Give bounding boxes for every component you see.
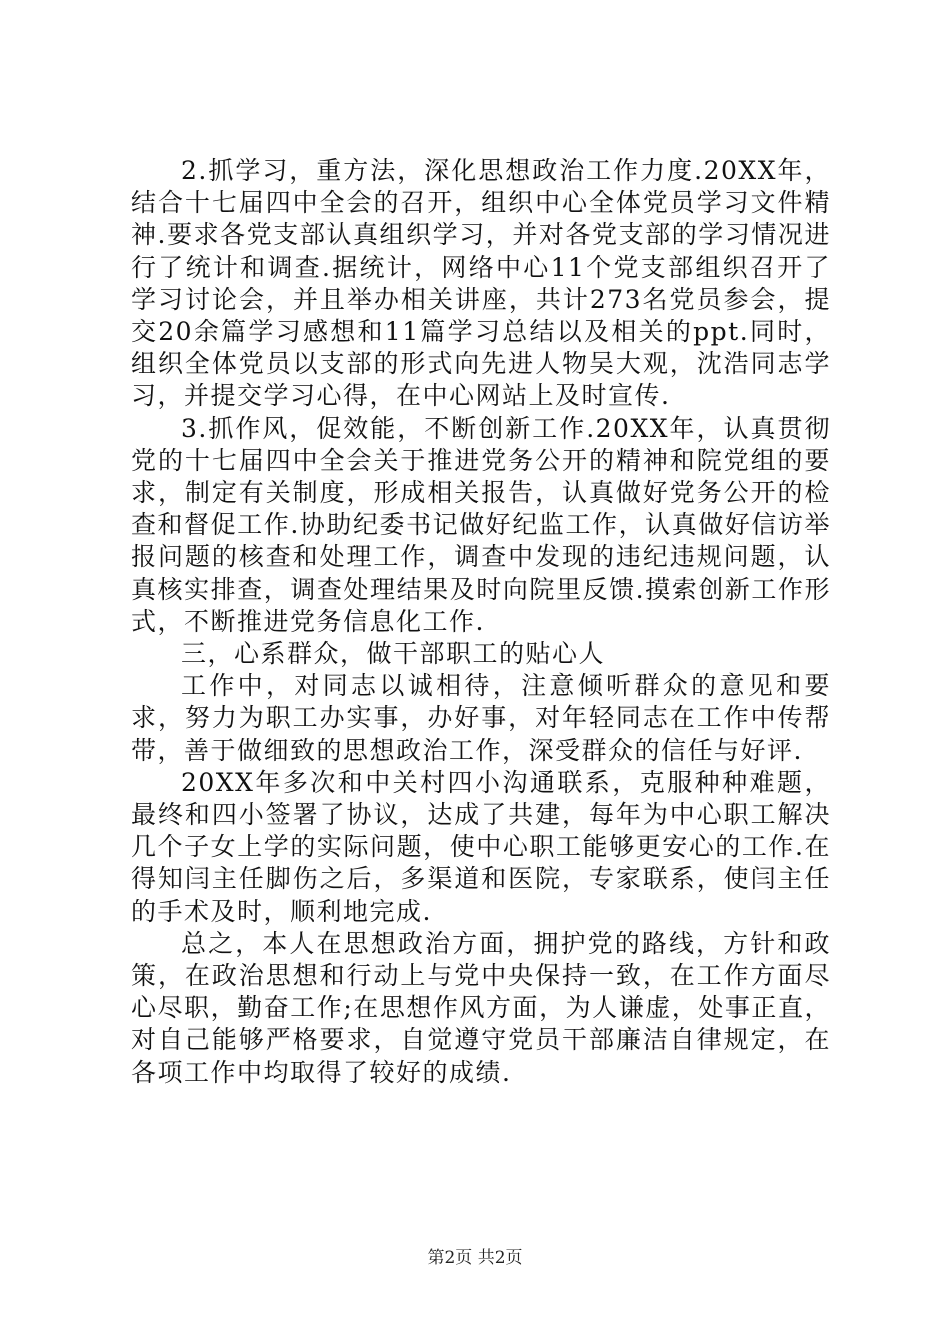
page-number-footer: 第2页 共2页 — [427, 1248, 523, 1268]
paragraph-work-style: 3.抓作风，促效能，不断创新工作.20XX年，认真贯彻党的十七届四中全会关于推进党务公开的精神和院党组的要求，制定有关制度，形成相关报告，认真做好党务公开的检查和督促工作.协助纪委书记做好纪监工作，认真做好信访举报问题的核查和处理工作，调查中发现的违纪违规问题，认真核实排查，调查处理结果及时向院里反馈.摸索创新工作形式，不断推进党务信息化工作. — [131, 413, 831, 636]
paragraph-school-cooperation: 20XX年多次和中关村四小沟通联系，克服种种难题，最终和四小签署了协议，达成了共建，每年为中心职工解决几个子女上学的实际问题，使中心职工能够更安心的工作.在得知闫主任脚伤之后，多渠道和医院，专家联系，使闫主任的手术及时，顺利地完成. — [131, 767, 831, 926]
paragraph-study: 2.抓学习，重方法，深化思想政治工作力度.20XX年，结合十七届四中全会的召开，组织中心全体党员学习文件精神.要求各党支部认真组织学习，并对各党支部的学习情况进行了统计和调查.据统计，网络中心11个党支部组织召开了学习讨论会，并且举办相关讲座，共计273名党员参会，提交20余篇学习感想和11篇学习总结以及相关的ppt.同时，组织全体党员以支部的形式向先进人物吴大观，沈浩同志学习，并提交学习心得，在中心网站上及时宣传. — [131, 156, 831, 411]
section-heading-masses: 三，心系群众，做干部职工的贴心人 — [181, 639, 606, 669]
document-body — [131, 155, 831, 1089]
paragraph-colleagues: 工作中，对同志以诚相待，注意倾听群众的意见和要求，努力为职工办实事，办好事，对年轻同志在工作中传帮带，善于做细致的思想政治工作，深受群众的信任与好评. — [131, 671, 831, 765]
paragraph-summary: 总之，本人在思想政治方面，拥护党的路线，方针和政策，在政治思想和行动上与党中央保持一致，在工作方面尽心尽职，勤奋工作;在思想作风方面，为人谦虚，处事正直，对自己能够严格要求，自觉遵守党员干部廉洁自律规定，在各项工作中均取得了较好的成绩. — [131, 928, 831, 1087]
